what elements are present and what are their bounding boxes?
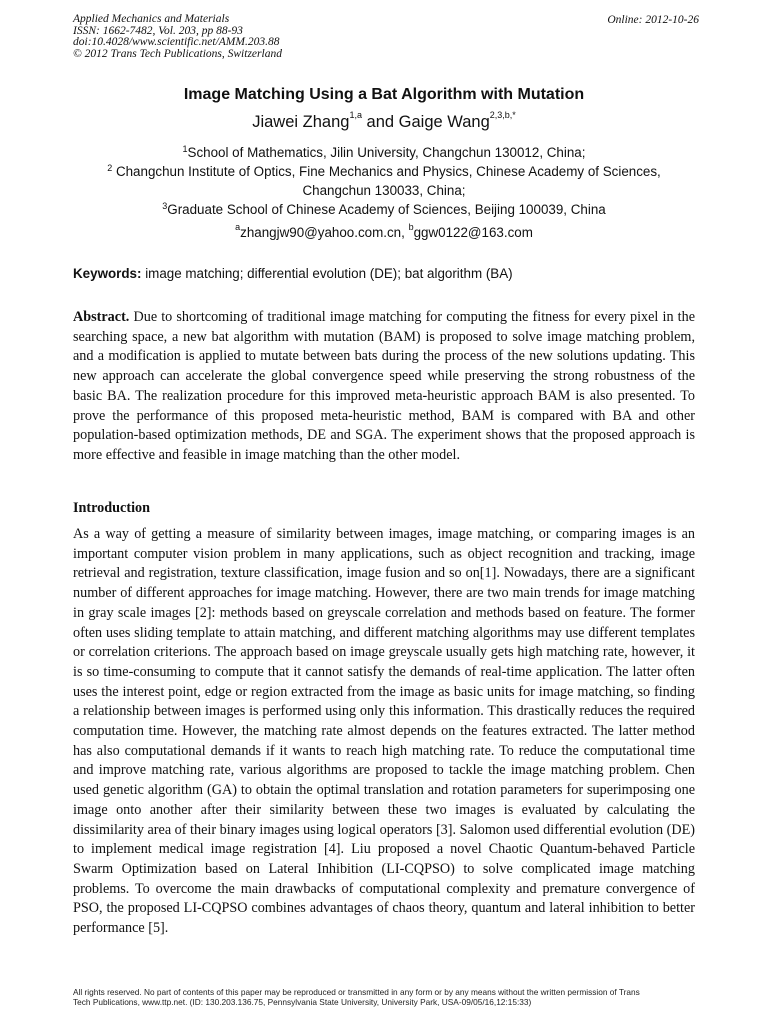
affiliation-2-sup: 2 <box>107 163 113 173</box>
abstract <box>73 308 695 466</box>
affiliation-1-text: School of Mathematics, Jilin University, Changchun 130012, China; <box>187 145 586 160</box>
author-line <box>0 110 768 132</box>
email-a-sup: a <box>235 222 241 232</box>
affiliation-2-text-line1: Changchun Institute of Optics, Fine Mechanics and Physics, Chinese Academy of Sciences, <box>112 164 661 179</box>
affiliation-3 <box>0 200 768 219</box>
author-1-sup: 1,a <box>349 110 362 120</box>
issn-line: ISSN: 1662-7482, Vol. 203, pp 88-93 <box>73 24 243 37</box>
copyright-line: © 2012 Trans Tech Publications, Switzerland <box>73 47 282 60</box>
footer-line-2: Tech Publications, www.ttp.net. (ID: 130.203.136.75, Pennsylvania State University, University Park, USA-09/05/16,12:15:33) <box>73 996 532 1007</box>
affiliation-1 <box>0 143 768 162</box>
author-2-name: Gaige Wang <box>398 113 490 131</box>
affiliation-2 <box>0 162 768 181</box>
affiliation-3-sup: 3 <box>162 201 168 211</box>
paper-title: Image Matching Using a Bat Algorithm with Mutation <box>183 86 585 103</box>
copyright-footer <box>73 988 701 1007</box>
affiliation-2-line2: Changchun 130033, China; <box>302 183 466 198</box>
keywords-text: image matching; differential evolution (DE); bat algorithm (BA) <box>141 266 513 281</box>
author-emails <box>0 222 768 240</box>
introduction-text: As a way of getting a measure of similarity between images, image matching, or comparing images is an important computer vision problem in many applications, such as object recognition and tracking, image retrieval and registration, texture classification, image fusion and so on[1]. Nowadays, there are a significant number of different approaches for image matching. However, there are two main trends for image matching in gray scale images [2]: methods based on greyscale correlation and methods based on feature. The former often uses sliding template to attain matching, and different matching algorithms may use different templates or correlation criterions. The approach based on image greyscale usually gets high matching rate, however, it is so time-consuming to compute that it cannot satisfy the demands of real-time application. The latter often uses the interest point, edge or region extracted from the image as basic units for image matching, so finding a relationship between images is performed using only this information. This drastically reduces the required computation time. However, the matching rate almost depends on the features extracted. The latter method has also computational demands if it wants to reach high matching rate. To reduce the computational time and improve matching rate, various algorithms are proposed to tackle the image matching problem. Chen used genetic algorithm (GA) to obtain the optimal translation and rotation parameters for superimposing one image onto another after their similarity between these two images is evaluated by calculating the dissimilarity area of their binary images using logical operators [3]. Salomon used differential evolution (DE) to implement medical image registration [4]. Liu proposed a novel Chaotic Quantum-behaved Particle Swarm Optimization based on Lateral Inhibition (LI-CQPSO) to solve complicated image matching problems. To overcome the main drawbacks of computational complexity and premature convergence of PSO, the proposed LI-CQPSO combines advantages of chaos theory, quantum and lateral inhibition to better performance [5]. <box>73 526 695 937</box>
abstract-text: Due to shortcoming of traditional image matching for computing the fitness for every pixel in the searching space, a new bat algorithm with mutation (BAM) is proposed to solve image matching problem, and a modification is applied to mutate between bats during the process of the new solutions updating. This new approach can accelerate the global convergence speed while preserving the strong robustness of the basic BA. The realization procedure for this improved meta-heuristic approach BAM is also presented. To prove the performance of this proposed meta-heuristic method, BAM is compared with BA and other population-based optimization methods, DE and SGA. The experiment shows that the proposed approach is more effective and feasible in image matching than the other model. <box>73 309 695 463</box>
email-b: ggw0122@163.com <box>413 225 533 240</box>
author-2-sup: 2,3,b,* <box>489 110 516 120</box>
keywords <box>73 266 701 281</box>
journal-masthead <box>73 14 701 60</box>
doi-line: doi:10.4028/www.scientific.net/AMM.203.88 <box>73 36 280 48</box>
journal-name: Applied Mechanics and Materials <box>73 13 230 25</box>
author-1-name: Jiawei Zhang <box>252 113 350 131</box>
online-date: Online: 2012-10-26 <box>607 14 699 26</box>
email-a: zhangjw90@yahoo.com.cn, <box>240 225 409 240</box>
abstract-label: Abstract. <box>73 309 130 325</box>
footer-line-1: All rights reserved. No part of contents of this paper may be reproduced or transmitted in any form or by any means without the written permission of Trans <box>73 987 640 997</box>
author-conjunction: and <box>361 113 399 131</box>
keywords-label: Keywords: <box>73 266 142 281</box>
affiliation-3-text: Graduate School of Chinese Academy of Sciences, Beijing 100039, China <box>167 202 606 217</box>
email-b-sup: b <box>408 222 414 232</box>
introduction-heading: Introduction <box>73 500 150 516</box>
affiliation-1-sup: 1 <box>182 144 188 154</box>
